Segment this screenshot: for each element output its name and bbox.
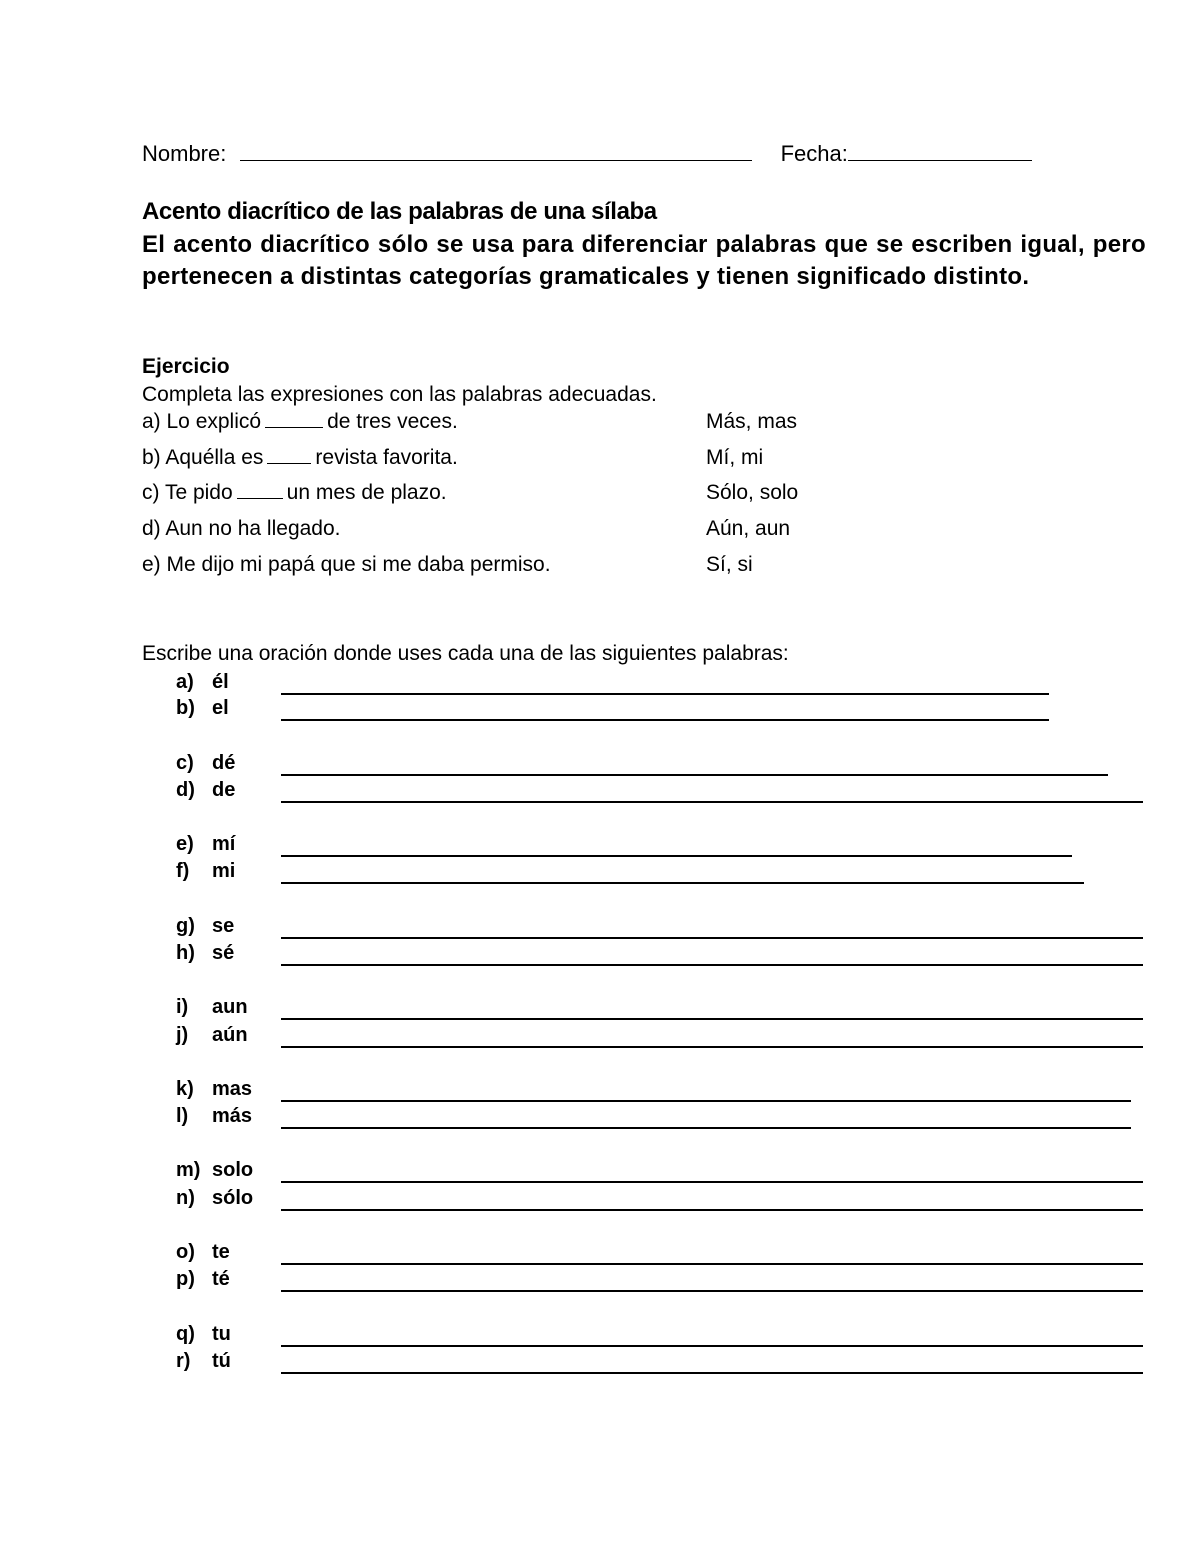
- item-word: se: [212, 915, 235, 937]
- item-word: de: [212, 779, 236, 801]
- item-letter: m): [176, 1159, 201, 1181]
- item-letter: q): [176, 1323, 195, 1345]
- item-word: mí: [212, 833, 236, 855]
- word-options: Mí, mi: [706, 446, 764, 469]
- item-word: sólo: [212, 1187, 254, 1209]
- item-letter: d): [176, 779, 195, 801]
- item-word: más: [212, 1105, 253, 1127]
- exercise-item: [142, 481, 862, 511]
- sentence-end: un mes de plazo.: [286, 481, 447, 504]
- exercise-sentence: [142, 481, 447, 505]
- answer-line[interactable]: [281, 719, 1049, 721]
- item-letter: l): [176, 1105, 189, 1127]
- item-letter: b): [176, 697, 195, 719]
- answer-line[interactable]: [281, 937, 1143, 939]
- item-word: aún: [212, 1024, 248, 1046]
- item-letter: n): [176, 1187, 195, 1209]
- fecha-blank[interactable]: [848, 142, 1032, 161]
- item-letter: o): [176, 1241, 195, 1263]
- item-word: sé: [212, 942, 235, 964]
- exercise-item: [142, 410, 862, 440]
- intro-paragraph: El acento diacrítico sólo se usa para diferenciar palabras que se escriben igual, pero pertenecen a distintas categorías gramaticales y tienen significado distinto.: [142, 231, 1146, 290]
- answer-blank[interactable]: [237, 482, 283, 499]
- exercise-sentence: e) Me dijo mi papá que si me daba permiso.: [142, 553, 551, 576]
- item-word: te: [212, 1241, 230, 1263]
- sentence-end: revista favorita.: [315, 446, 458, 469]
- answer-line[interactable]: [281, 1046, 1143, 1048]
- word-options: Sí, si: [706, 553, 753, 576]
- word-options: Aún, aun: [706, 517, 791, 540]
- item-letter: p): [176, 1268, 195, 1290]
- nombre-label: Nombre:: [142, 141, 227, 166]
- exercise-sentence: [142, 410, 458, 434]
- exercise-item: [142, 553, 862, 583]
- nombre-blank[interactable]: [240, 142, 752, 161]
- item-letter: i): [176, 996, 189, 1018]
- sentence-start: a) Lo explicó: [142, 410, 262, 433]
- sentence-start: c) Te pido: [142, 481, 233, 504]
- item-letter: f): [176, 860, 190, 882]
- writing-instruction: Escribe una oración donde uses cada una de las siguientes palabras:: [142, 642, 789, 665]
- sentence-start: b) Aquélla es: [142, 446, 264, 469]
- item-letter: c): [176, 752, 194, 774]
- exercise-sentence: [142, 446, 458, 470]
- word-options: Más, mas: [706, 410, 798, 433]
- answer-line[interactable]: [281, 693, 1049, 695]
- answer-line[interactable]: [281, 1263, 1143, 1265]
- item-letter: g): [176, 915, 195, 937]
- answer-line[interactable]: [281, 1345, 1143, 1347]
- item-word: él: [212, 671, 229, 693]
- answer-line[interactable]: [281, 855, 1072, 857]
- item-word: mi: [212, 860, 236, 882]
- exercise-item: [142, 446, 862, 476]
- item-letter: k): [176, 1078, 194, 1100]
- answer-line[interactable]: [281, 882, 1084, 884]
- item-word: solo: [212, 1159, 254, 1181]
- answer-line[interactable]: [281, 801, 1143, 803]
- item-word: aun: [212, 996, 248, 1018]
- worksheet-title: Acento diacrítico de las palabras de una sílaba: [142, 198, 657, 225]
- answer-line[interactable]: [281, 1127, 1131, 1129]
- sentence-end: de tres veces.: [327, 410, 458, 433]
- exercise-sentence: d) Aun no ha llegado.: [142, 517, 341, 540]
- item-letter: h): [176, 942, 195, 964]
- answer-line[interactable]: [281, 1290, 1143, 1292]
- item-word: té: [212, 1268, 230, 1290]
- item-letter: j): [176, 1024, 189, 1046]
- answer-line[interactable]: [281, 1100, 1131, 1102]
- item-word: mas: [212, 1078, 253, 1100]
- answer-blank[interactable]: [267, 447, 311, 464]
- item-letter: r): [176, 1350, 191, 1372]
- fecha-label: Fecha:: [780, 141, 848, 166]
- answer-line[interactable]: [281, 1209, 1143, 1211]
- exercise-item: [142, 517, 862, 547]
- item-word: tú: [212, 1350, 231, 1372]
- word-options: Sólo, solo: [706, 481, 799, 504]
- answer-line[interactable]: [281, 964, 1143, 966]
- exercise-title: Ejercicio: [142, 355, 230, 378]
- answer-line[interactable]: [281, 774, 1108, 776]
- exercise-instruction: Completa las expresiones con las palabras adecuadas.: [142, 383, 657, 406]
- item-letter: a): [176, 671, 194, 693]
- item-letter: e): [176, 833, 194, 855]
- item-word: tu: [212, 1323, 231, 1345]
- item-word: el: [212, 697, 229, 719]
- answer-line[interactable]: [281, 1372, 1143, 1374]
- answer-blank[interactable]: [265, 411, 323, 428]
- answer-line[interactable]: [281, 1181, 1143, 1183]
- item-word: dé: [212, 752, 236, 774]
- answer-line[interactable]: [281, 1018, 1143, 1020]
- name-date-header: [142, 141, 1032, 167]
